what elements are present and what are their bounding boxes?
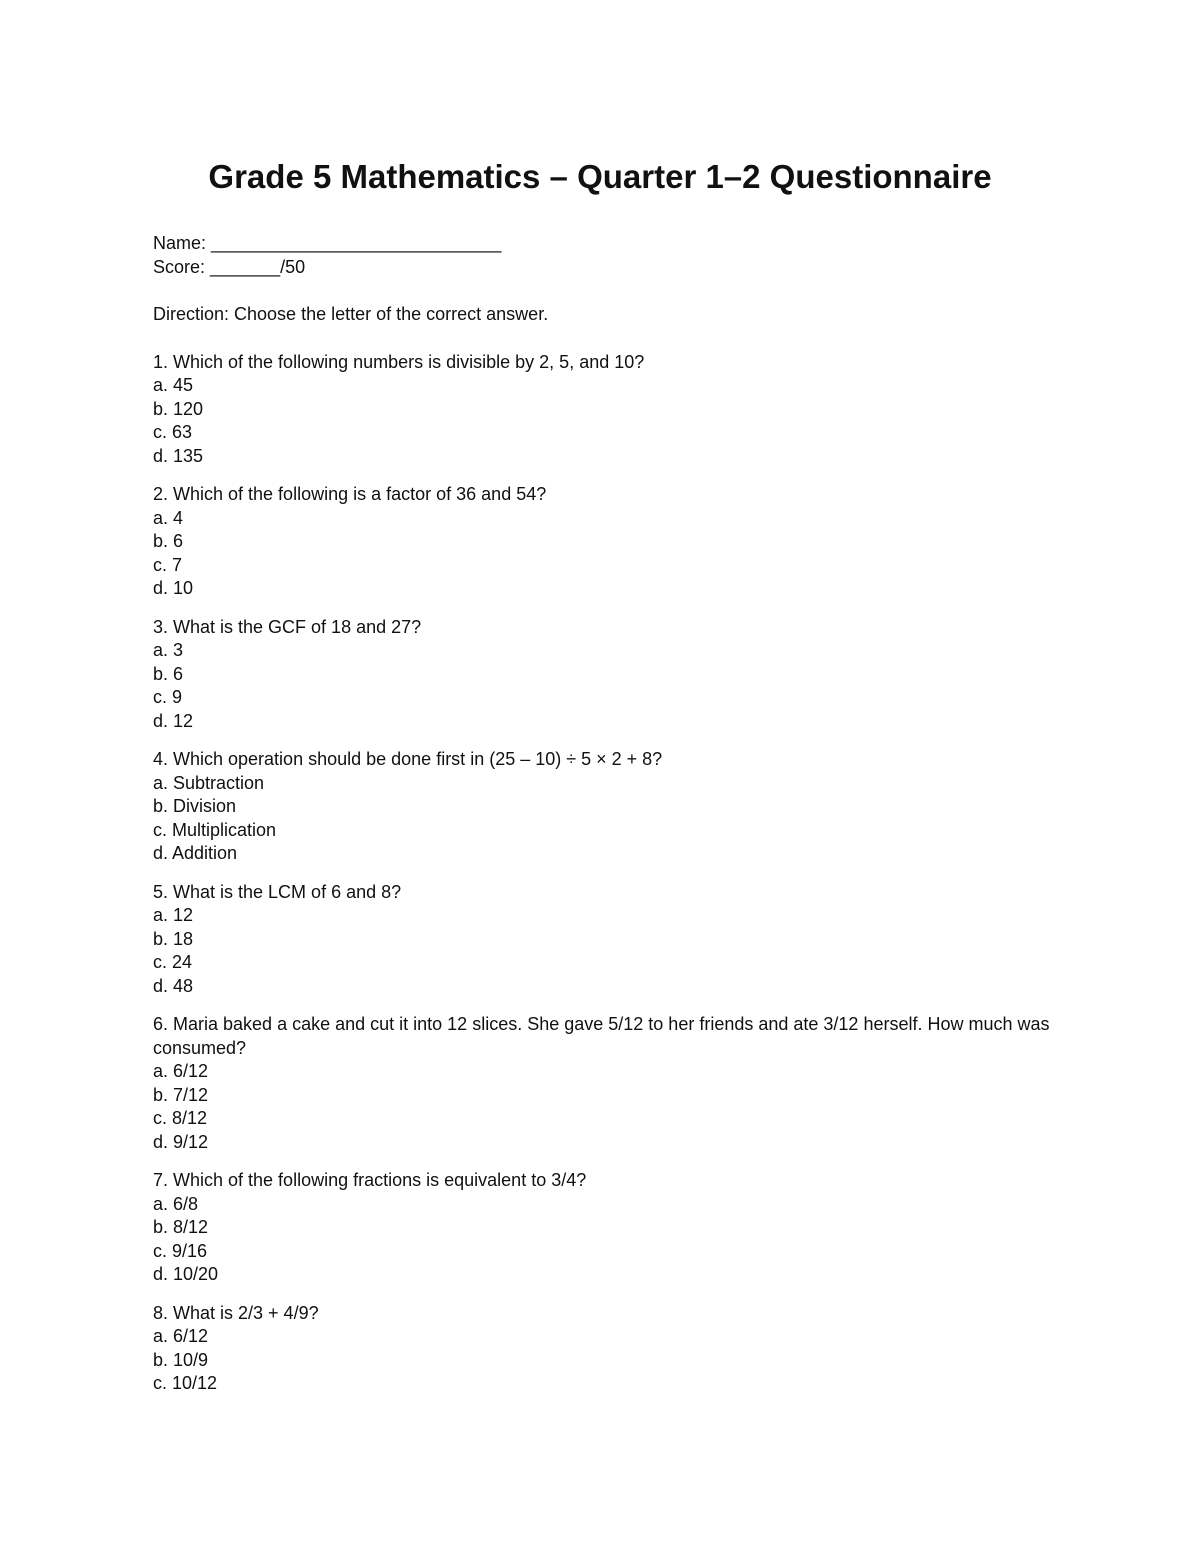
option-d: d. 9/12 [153,1131,209,1152]
option-a: a. Subtraction [153,772,265,793]
question-text: 1. Which of the following numbers is divisible by 2, 5, and 10? [153,351,645,372]
spacer [153,998,1053,1013]
spacer [153,601,1053,616]
spacer [153,279,1053,303]
option-c: c. Multiplication [153,819,277,840]
option-d: d. 12 [153,710,194,731]
option-c: c. 24 [153,952,193,972]
question-1 [153,351,1053,469]
question-text: 2. Which of the following is a factor of 36 and 54? [153,484,547,504]
question-3 [153,616,1053,734]
option-c: c. 10/12 [153,1373,218,1393]
question-4 [153,748,1053,866]
question-text: 8. What is 2/3 + 4/9? [153,1302,319,1323]
option-a: a. 6/12 [153,1061,209,1081]
option-d: d. 10/20 [153,1264,219,1284]
option-c: c. 9/16 [153,1240,208,1261]
option-a: a. 3 [153,640,184,660]
option-b: b. 120 [153,398,204,419]
option-b: b. Division [153,796,237,816]
spacer [153,866,1053,881]
option-a: a. 6/12 [153,1326,209,1346]
question-text: 4. Which operation should be done first in (25 – 10) ÷ 5 × 2 + 8? [153,749,663,769]
option-b: b. 6 [153,663,184,684]
spacer [153,733,1053,748]
option-d: d. Addition [153,843,238,863]
option-a: a. 12 [153,905,194,925]
option-c: c. 9 [153,687,183,707]
spacer [153,1154,1053,1169]
option-d: d. 48 [153,975,194,996]
option-b: b. 10/9 [153,1349,209,1370]
question-5 [153,881,1053,999]
question-7 [153,1169,1053,1287]
option-c: c. 8/12 [153,1108,208,1128]
page-title: Grade 5 Mathematics – Quarter 1–2 Questionnaire [208,158,992,195]
document-body [153,232,1053,1396]
direction-text: Direction: Choose the letter of the correct answer. [153,304,549,324]
question-2 [153,483,1053,601]
option-b: b. 18 [153,928,194,949]
option-a: a. 45 [153,375,194,395]
option-a: a. 4 [153,507,184,528]
name-line: Name: _____________________________ [153,233,502,253]
question-text: 7. Which of the following fractions is equivalent to 3/4? [153,1170,587,1190]
question-text: 5. What is the LCM of 6 and 8? [153,881,402,902]
spacer [153,1287,1053,1302]
question-text: 6. Maria baked a cake and cut it into 12 slices. She gave 5/12 to her friends and ate 3/12 herself. How much was consumed? [153,1014,1055,1058]
question-6 [153,1013,1053,1154]
question-8 [153,1302,1053,1396]
option-b: b. 6 [153,531,184,551]
option-b: b. 7/12 [153,1084,209,1105]
option-c: c. 63 [153,422,193,442]
option-a: a. 6/8 [153,1193,199,1214]
option-c: c. 7 [153,554,183,575]
spacer [153,468,1053,483]
question-text: 3. What is the GCF of 18 and 27? [153,616,422,637]
score-line: Score: _______/50 [153,256,306,277]
option-d: d. 10 [153,578,194,598]
option-d: d. 135 [153,445,204,466]
option-b: b. 8/12 [153,1217,209,1237]
spacer [153,327,1053,351]
